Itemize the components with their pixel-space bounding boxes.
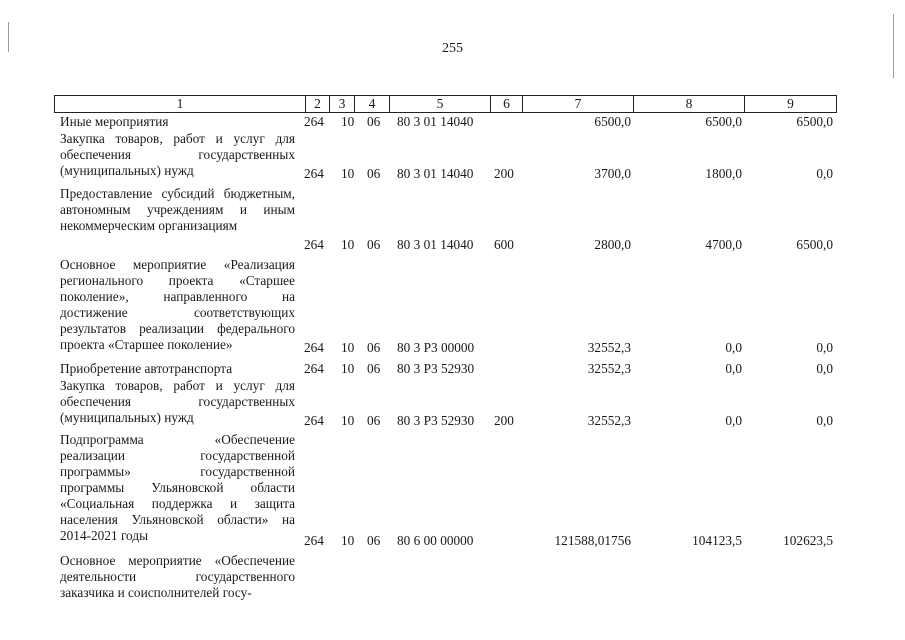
cell-col9: 0,0: [816, 340, 833, 355]
cell-col5: 80 3 01 14040: [397, 166, 474, 181]
cell-col4: 06: [367, 114, 381, 129]
header-cell: 8: [633, 96, 744, 112]
row-description: Предоставление субсидий бюджетным, автономным учреждениям и иным некоммерческим организациям: [60, 186, 295, 233]
cell-col8: 1800,0: [705, 166, 742, 181]
cell-col9: 0,0: [816, 361, 833, 376]
cell-col6: 200: [494, 413, 514, 428]
cell-col4: 06: [367, 340, 381, 355]
table-row: [0, 378, 905, 426]
cell-col5: 80 3 P3 52930: [397, 413, 475, 428]
table-row: [0, 114, 905, 130]
cell-col5: 80 3 P3 00000: [397, 340, 475, 355]
cell-col8: 0,0: [725, 413, 742, 428]
table-row: [0, 257, 905, 353]
header-cell: 1: [176, 96, 184, 111]
cell-col9: 6500,0: [796, 237, 833, 252]
cell-col5: 80 3 P3 52930: [397, 361, 475, 376]
cell-col8: 4700,0: [705, 237, 742, 252]
cell-col2: 264: [304, 166, 324, 181]
row-description: Закупка товаров, работ и услуг для обеспечения государственных (муниципальных) нужд: [60, 378, 295, 425]
row-description: Закупка товаров, работ и услуг для обеспечения государственных (муниципальных) нужд: [60, 131, 295, 178]
cell-col4: 06: [367, 237, 381, 252]
cell-col3: 10: [341, 166, 355, 181]
header-cell: 4: [354, 96, 389, 112]
cell-col4: 06: [367, 413, 381, 428]
cell-col6: 600: [494, 237, 514, 252]
cell-col8: 0,0: [725, 340, 742, 355]
cell-col2: 264: [304, 237, 324, 252]
cell-col9: 0,0: [816, 413, 833, 428]
cell-col7: 6500,0: [594, 114, 631, 129]
cell-col4: 06: [367, 361, 381, 376]
cell-col7: 32552,3: [587, 361, 631, 376]
row-description: Приобретение автотранспорта: [60, 361, 233, 376]
table-row: [0, 361, 905, 377]
cell-col9: 0,0: [816, 166, 833, 181]
row-description: Основное мероприятие «Реализация регионального проекта «Старшее поколение», направленного на достижение соответствующих результатов реализации федерального проекта «Старшее поколение»: [60, 257, 295, 352]
header-cell: 3: [329, 96, 354, 112]
row-description: Основное мероприятие «Обеспечение деятельности государственного заказчика и соисполнителей госу-: [60, 553, 295, 600]
cell-col2: 264: [304, 340, 324, 355]
cell-col2: 264: [304, 413, 324, 428]
cell-col8: 104123,5: [692, 533, 742, 548]
cell-col6: 200: [494, 166, 514, 181]
cell-col5: 80 6 00 00000: [397, 533, 474, 548]
cell-col4: 06: [367, 533, 381, 548]
cell-col7: 32552,3: [587, 413, 631, 428]
cell-col3: 10: [341, 361, 355, 376]
cell-col3: 10: [341, 413, 355, 428]
cell-col3: 10: [341, 237, 355, 252]
cell-col7: 32552,3: [587, 340, 631, 355]
cell-col7: 2800,0: [594, 237, 631, 252]
row-description: Иные мероприятия: [60, 114, 169, 129]
table-row: [0, 432, 905, 548]
table-row: [0, 553, 905, 601]
header-cell: 6: [490, 96, 522, 112]
cell-col7: 121588,01756: [554, 533, 631, 548]
cell-col9: 6500,0: [796, 114, 833, 129]
cell-col4: 06: [367, 166, 381, 181]
cell-col2: 264: [304, 114, 324, 129]
table-row: [0, 131, 905, 179]
cell-col2: 264: [304, 361, 324, 376]
cell-col3: 10: [341, 114, 355, 129]
cell-col9: 102623,5: [783, 533, 833, 548]
cell-col2: 264: [304, 533, 324, 548]
cell-col3: 10: [341, 340, 355, 355]
header-cell: 5: [389, 96, 490, 112]
header-cell: 7: [522, 96, 633, 112]
header-cell: 9: [744, 96, 836, 112]
page-number: 255: [442, 41, 463, 56]
table-row: [0, 186, 905, 250]
row-description: Подпрограмма «Обеспечение реализации государственной программы» государственной программы Ульяновской области «Социальная поддержка и защита населения Ульяновской области» на 2014-2021 годы: [60, 432, 295, 543]
cell-col5: 80 3 01 14040: [397, 114, 474, 129]
cell-col8: 6500,0: [705, 114, 742, 129]
cell-col7: 3700,0: [594, 166, 631, 181]
cell-col8: 0,0: [725, 361, 742, 376]
table-header: [54, 95, 837, 113]
cell-col3: 10: [341, 533, 355, 548]
header-cell: 2: [305, 96, 329, 112]
cell-col5: 80 3 01 14040: [397, 237, 474, 252]
